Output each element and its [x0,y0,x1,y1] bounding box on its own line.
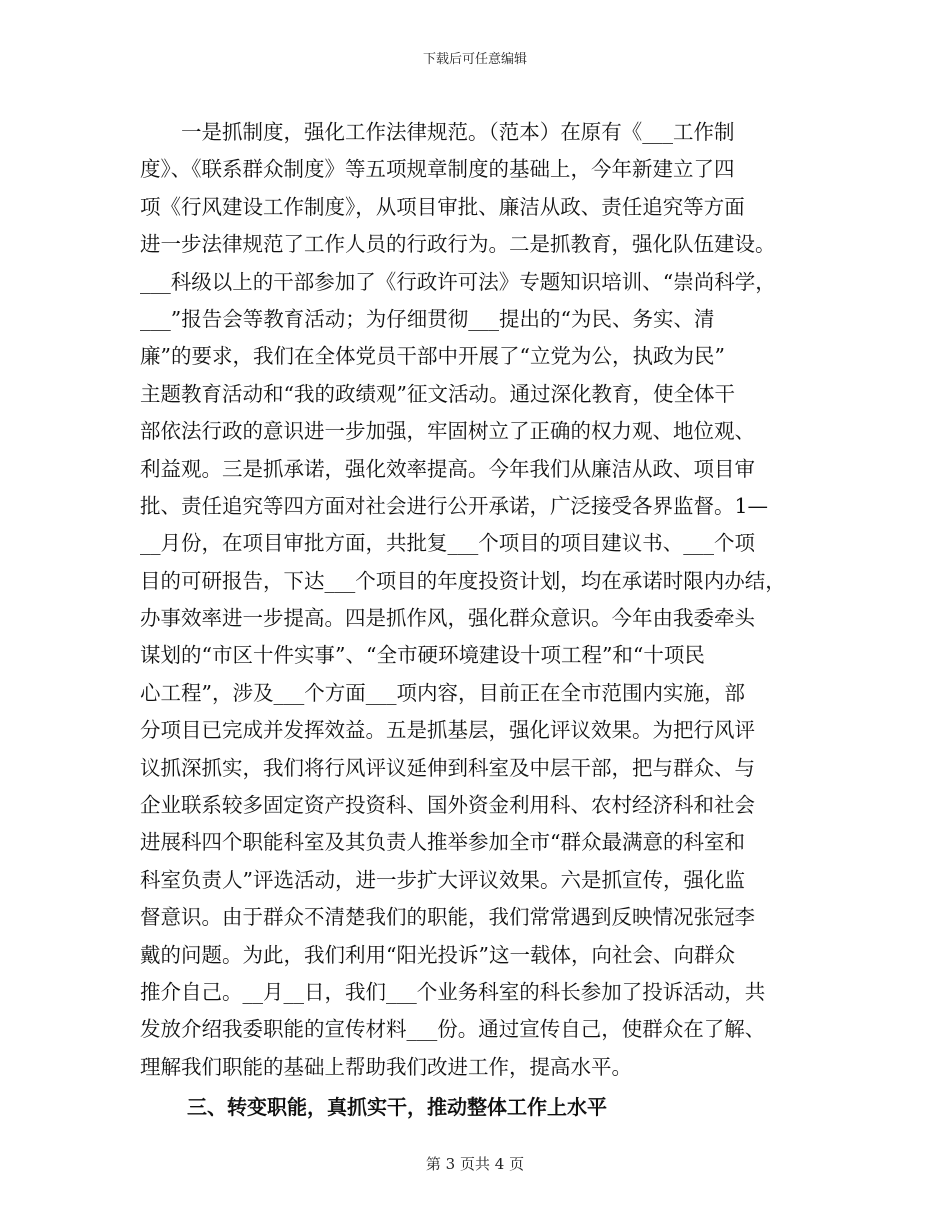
body-line: 谋划的“市区十件实事”、“全市硬环境建设十项工程”和“十项民 [140,643,705,668]
body-line: 部依法行政的意识进一步加强，牢固树立了正确的权力观、地位观、 [140,419,755,444]
body-line: 发放介绍我委职能的宣传材料___份。通过宣传自己，使群众在了解、 [140,1017,766,1042]
page-header-note: 下载后可任意编辑 [422,52,527,67]
section-heading: 三、转变职能，真抓实干，推动整体工作上水平 [187,1095,607,1120]
body-line: ___科级以上的干部参加了《行政许可法》专题知识培训、“崇尚科学， [140,269,776,294]
body-line: 度》、《联系群众制度》等五项规章制度的基础上，今年新建立了四 [140,157,735,182]
document-body [140,114,820,1127]
body-line: 批、责任追究等四方面对社会进行公开承诺，广泛接受各界监督。1— [140,493,769,518]
body-line: 目的可研报告，下达___个项目的年度投资计划，均在承诺时限内办结， [140,568,786,593]
body-line: 进展科四个职能科室及其负责人推举参加全市“群众最满意的科室和 [140,830,745,855]
body-line: 戴的问题。为此，我们利用“阳光投诉”这一载体，向社会、向群众 [140,942,735,967]
body-line: 项《行风建设工作制度》，从项目审批、廉洁从政、责任追究等方面 [140,194,745,219]
body-line: 进一步法律规范了工作人员的行政行为。二是抓教育，强化队伍建设。 [140,232,776,257]
body-line: 分项目已完成并发挥效益。五是抓基层，强化评议效果。为把行风评 [140,718,755,743]
body-line: 企业联系较多固定资产投资科、国外资金利用科、农村经济科和社会 [140,793,755,818]
body-line: 利益观。三是抓承诺，强化效率提高。今年我们从廉洁从政、项目审 [140,456,755,481]
body-line: 一是抓制度，强化工作法律规范。（范本）在原有《___工作制 [140,120,735,144]
body-line: 办事效率进一步提高。四是抓作风，强化群众意识。今年由我委牵头 [140,606,755,631]
body-line: 廉”的要求，我们在全体党员干部中开展了“立党为公，执政为民” [140,344,725,369]
body-line: 理解我们职能的基础上帮助我们改进工作，提高水平。 [140,1054,632,1079]
body-line: ___”报告会等教育活动；为仔细贯彻___提出的“为民、务实、清 [140,306,715,331]
body-line: 主题教育活动和“我的政绩观”征文活动。通过深化教育，使全体干 [140,381,735,406]
body-line: 督意识。由于群众不清楚我们的职能，我们常常遇到反映情况张冠李 [140,905,755,930]
body-line: 科室负责人”评选活动，进一步扩大评议效果。六是抓宣传，强化监 [140,867,745,892]
body-line: __月份，在项目审批方面，共批复___个项目的项目建议书、___个项 [140,531,755,556]
body-line: 推介自己。__月__日，我们___个业务科室的科长参加了投诉活动，共 [140,979,766,1004]
page-number: 第 3 页共 4 页 [425,1155,525,1173]
body-line: 心工程”，涉及___个方面___项内容，目前正在全市范围内实施，部 [140,680,745,705]
body-line: 议抓深抓实，我们将行风评议延伸到科室及中层干部，把与群众、与 [140,755,755,780]
